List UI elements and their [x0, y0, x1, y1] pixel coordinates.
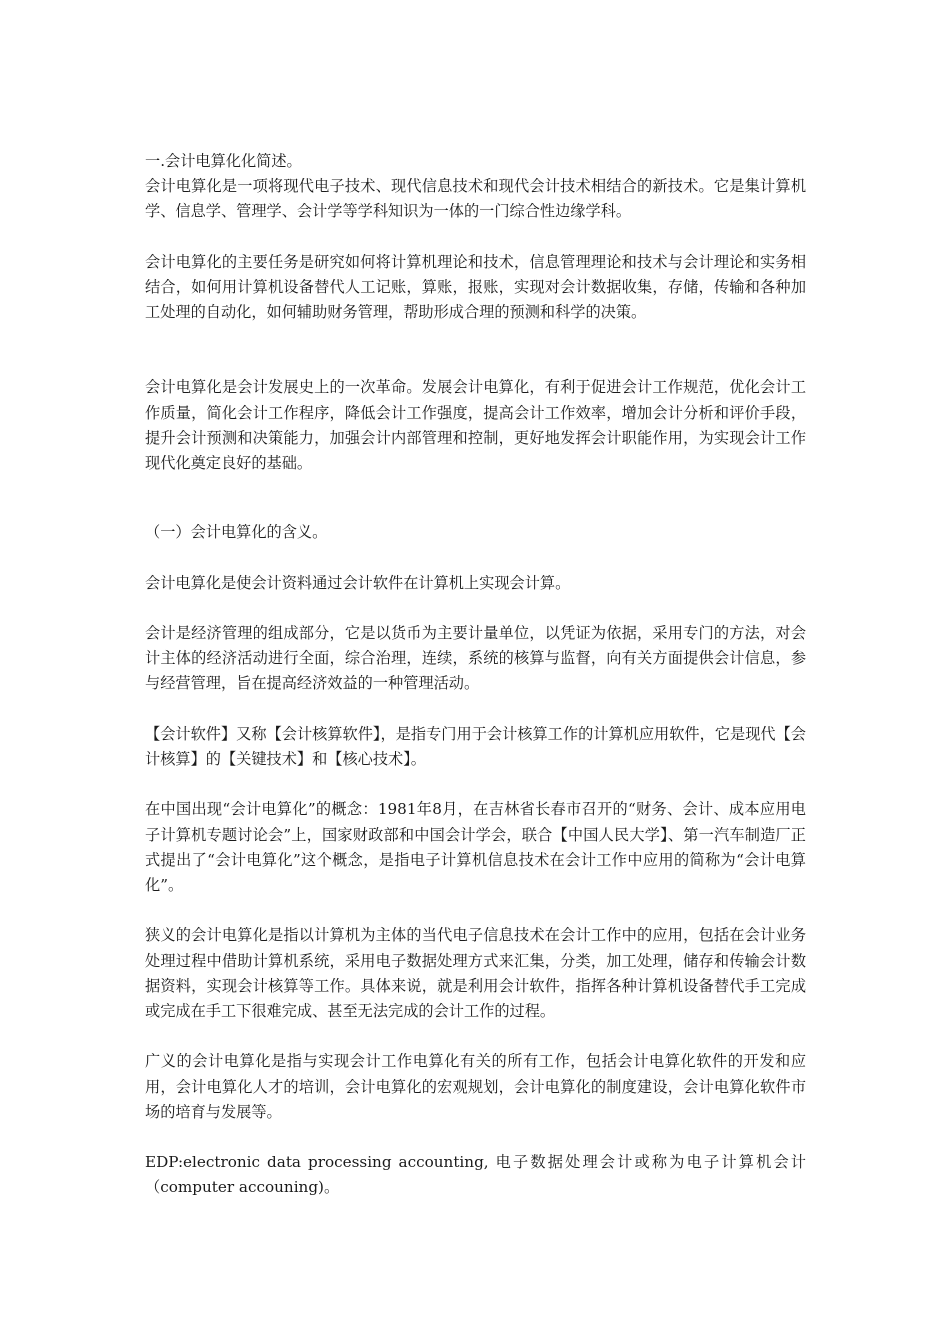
- paragraph-definition: 会计电算化是一项将现代电子技术、现代信息技术和现代会计技术相结合的新技术。它是集计算机学、信息学、管理学、会计学等学科知识为一体的一门综合性边缘学科。: [145, 177, 806, 221]
- paragraph-narrow-sense: 狭义的会计电算化是指以计算机为主体的当代电子信息技术在会计工作中的应用，包括在会计业务处理过程中借助计算机系统，采用电子数据处理方式来汇集，分类，加工处理，储存和传输会计数据资料，实现会计核算等工作。具体来说，就是利用会计软件，指挥各种计算机设备替代手工完成或完成在手工下很难完成、甚至无法完成的会计工作的过程。: [145, 926, 806, 1020]
- paragraph-spacer: [145, 596, 806, 621]
- document-heading: 一.会计电算化化简述。: [145, 152, 302, 170]
- document-page: [145, 149, 806, 1201]
- paragraph-spacer: [145, 1125, 806, 1150]
- paragraph-spacer: [145, 772, 806, 797]
- paragraph-broad-sense: 广义的会计电算化是指与实现会计工作电算化有关的所有工作，包括会计电算化软件的开发和应用，会计电算化人才的培训，会计电算化的宏观规划，会计电算化的制度建设，会计电算化软件市场的培育与发展等。: [145, 1052, 806, 1121]
- paragraph-spacer: [145, 898, 806, 923]
- paragraph-main-tasks: 会计电算化的主要任务是研究如何将计算机理论和技术，信息管理理论和技术与会计理论和实务相结合，如何用计算机设备替代人工记账，算账，报账，实现对会计数据收集，存储，传输和各种加工处理的自动化，如何辅助财务管理，帮助形成合理的预测和科学的决策。: [145, 252, 806, 322]
- paragraph-accounting: 会计是经济管理的组成部分，它是以货币为主要计量单位，以凭证为依据，采用专门的方法，对会计主体的经济活动进行全面，综合治理，连续，系统的核算与监督，向有关方面提供会计信息，参与经营管理，旨在提高经济效益的一种管理活动。: [145, 624, 806, 693]
- paragraph-spacer: [145, 1024, 806, 1049]
- paragraph-spacer: [145, 697, 806, 722]
- paragraph-history: 在中国出现“会计电算化”的概念：1981年8月，在吉林省长春市召开的“财务、会计、成本应用电子计算机专题讨论会”上，国家财政部和中国会计学会，联合【中国人民大学】、第一汽车制造厂正式提出了“会计电算化”这个概念，是指电子计算机信息技术在会计工作中应用的简称为“会计电算化”。: [145, 800, 806, 894]
- paragraph-meaning: 会计电算化是使会计资料通过会计软件在计算机上实现会计算。: [145, 573, 571, 592]
- paragraph-spacer: [145, 225, 806, 250]
- section-heading: （一）会计电算化的含义。: [145, 523, 328, 542]
- paragraph-edp: EDP:electronic data processing accounting, 电子数据处理会计或称为电子计算机会计（computer accouning)。: [145, 1153, 806, 1197]
- paragraph-revolution: 会计电算化是会计发展史上的一次革命。发展会计电算化，有利于促进会计工作规范，优化会计工作质量，简化会计工作程序，降低会计工作强度，提高会计工作效率，增加会计分析和评价手段，提升会计预测和决策能力，加强会计内部管理和控制，更好地发挥会计职能作用，为实现会计工作现代化奠定良好的基础。: [145, 378, 806, 473]
- paragraph-spacer: [145, 325, 806, 375]
- paragraph-spacer: [145, 545, 806, 570]
- paragraph-spacer: [145, 476, 806, 520]
- paragraph-software: 【会计软件】又称【会计核算软件】，是指专门用于会计核算工作的计算机应用软件，它是现代【会计核算】的【关键技术】和【核心技术】。: [145, 724, 806, 768]
